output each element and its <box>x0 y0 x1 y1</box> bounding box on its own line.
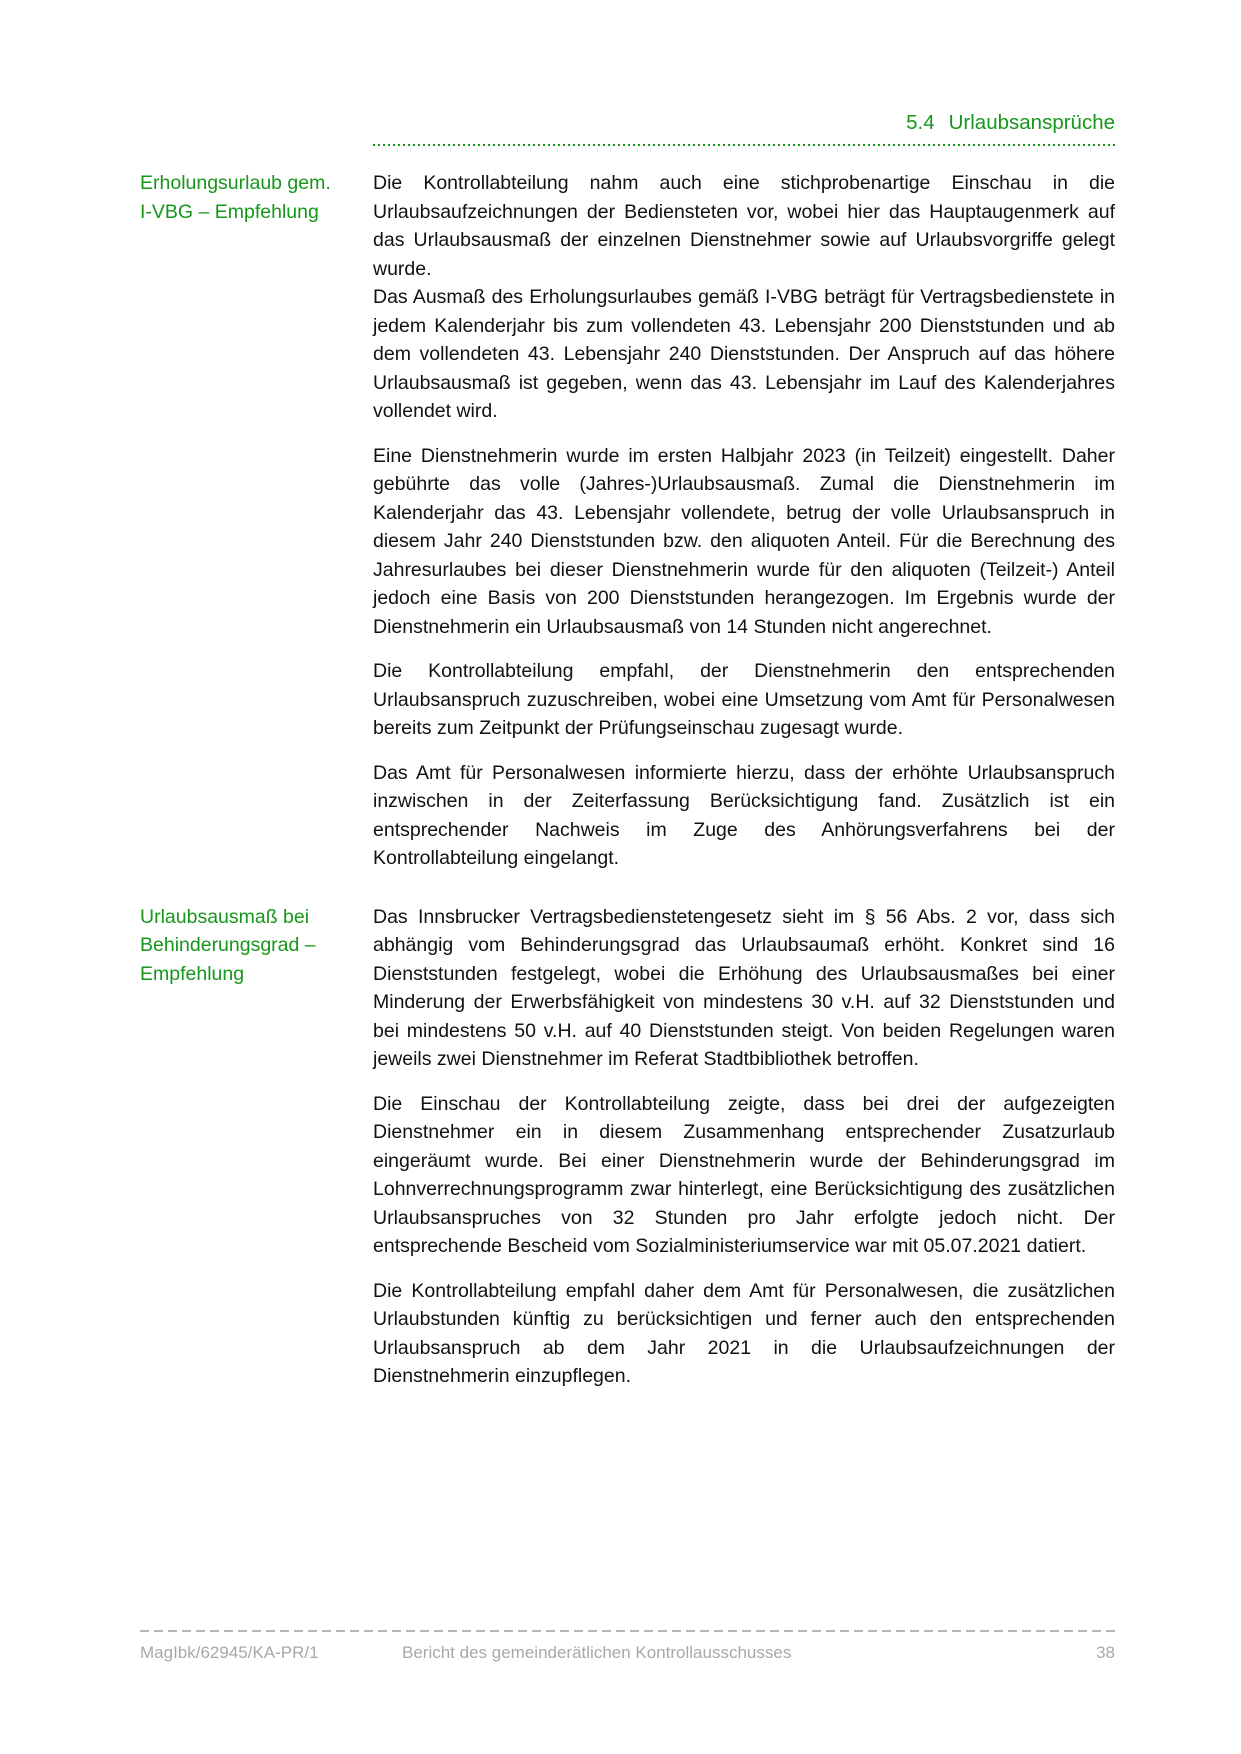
body <box>140 169 1115 1391</box>
section-text-col <box>373 169 1115 873</box>
paragraph: Das Ausmaß des Erholungsurlaubes gemäß I-VBG beträgt für Vertragsbedienstete in jedem Kalenderjahr bis zum vollendeten 43. Lebensjahr 200 Dienststunden und ab dem vollendeten 43. Lebensjahr 240 Dienststunden. Der Anspruch auf das höhere Urlaubsausmaß ist gegeben, wenn das 43. Lebensjahr im Lauf des Kalenderjahres vollendet wird. <box>373 286 1115 422</box>
heading-row <box>140 108 1115 146</box>
paragraph: Die Einschau der Kontrollabteilung zeigte, dass bei drei der aufgezeigten Dienstnehmer ein in diesem Zusammenhang entsprechender Zusatzurlaub eingeräumt wurde. Bei einer Dienstnehmerin wurde der Behinderungsgrad im Lohnverrechnungsprogramm zwar hinterlegt, eine Berücksichtigung des zusätzlichen Urlaubsanspruches von 32 Stunden pro Jahr erfolgte jedoch nicht. Der entsprechende Bescheid vom Sozialministeriumservice war mit 05.07.2021 datiert. <box>373 1092 1115 1257</box>
section-heading-number: 5.4 <box>906 111 935 134</box>
section-text-col <box>373 903 1115 1391</box>
paragraph: Das Innsbrucker Vertragsbedienstetengesetz sieht im § 56 Abs. 2 vor, dass sich abhängig vom Behinderungsgrad das Urlaubsaumaß erhöht. Konkret sind 16 Dienststunden festgelegt, wobei die Erhöhung des Urlaubsausmaßes bei einer Minderung der Erwerbsfähigkeit von mindestens 30 v.H. auf 32 Dienststunden und bei mindestens 50 v.H. auf 40 Dienststunden steigt. Von beiden Regelungen waren jeweils zwei Dienstnehmer im Referat Stadtbibliothek betroffen. <box>373 905 1115 1070</box>
footer-divider <box>140 1630 1115 1632</box>
page-number: 38 <box>1096 1643 1115 1662</box>
paragraph: Eine Dienstnehmerin wurde im ersten Halbjahr 2023 (in Teilzeit) eingestellt. Daher gebührte das volle (Jahres-)Urlaubsausmaß. Zumal die Dienstnehmerin im Kalenderjahr das 43. Lebensjahr vollendete, betrug der volle Urlaubsanspruch in diesem Jahr 240 Dienststunden bzw. den aliquoten Anteil. Für die Berechnung des Jahresurlaubes bei dieser Dienstnehmerin wurde für den aliquoten (Teilzeit-) Anteil jedoch eine Basis von 200 Dienststunden herangezogen. Im Ergebnis wurde der Dienstnehmerin ein Urlaubsausmaß von 14 Stunden nicht angerechnet. <box>373 444 1115 638</box>
page-content <box>140 108 1115 1391</box>
section-heading-title: Urlaubsansprüche <box>948 111 1115 134</box>
section-erholungsurlaub <box>140 169 1115 873</box>
margin-label-col <box>140 169 373 226</box>
margin-label-col <box>140 903 373 989</box>
paragraph: Die Kontrollabteilung empfahl, der Dienstnehmerin den entsprechenden Urlaubsanspruch zuzuschreiben, wobei eine Umsetzung vom Amt für Personalwesen bereits zum Zeitpunkt der Prüfungseinschau zugesagt wurde. <box>373 660 1115 739</box>
heading-divider <box>373 144 1115 146</box>
footer-title: Bericht des gemeinderätlichen Kontrollausschusses <box>402 1643 792 1662</box>
footer-row <box>140 1642 1115 1664</box>
paragraph: Die Kontrollabteilung nahm auch eine stichprobenartige Einschau in die Urlaubsaufzeichnungen der Bediensteten vor, wobei hier das Hauptaugenmerk auf das Urlaubsausmaß der einzelnen Dienstnehmer sowie auf Urlaubsvorgriffe gelegt wurde. <box>373 172 1115 280</box>
footer-reference: MagIbk/62945/KA-PR/1 <box>140 1643 319 1662</box>
section-heading <box>373 108 1115 137</box>
paragraph: Die Kontrollabteilung empfahl daher dem Amt für Personalwesen, die zusätzlichen Urlaubstunden künftig zu berücksichtigen und ferner auch den entsprechenden Urlaubsanspruch ab dem Jahr 2021 in die Urlaubsaufzeichnungen der Dienstnehmerin einzupflegen. <box>373 1279 1115 1387</box>
margin-label-erholungsurlaub: Erholungsurlaub gem. I-VBG – Empfehlung <box>140 172 331 223</box>
section-behinderungsgrad <box>140 903 1115 1391</box>
page-footer <box>140 1630 1115 1664</box>
heading-col <box>373 108 1115 146</box>
margin-label-behinderungsgrad: Urlaubsausmaß bei Behinderungsgrad – Empfehlung <box>140 905 316 985</box>
paragraph: Das Amt für Personalwesen informierte hierzu, dass der erhöhte Urlaubsanspruch inzwischen in der Zeiterfassung Berücksichtigung fand. Zusätzlich ist ein entsprechender Nachweis im Zuge des Anhörungsverfahrens bei der Kontrollabteilung eingelangt. <box>373 761 1115 869</box>
